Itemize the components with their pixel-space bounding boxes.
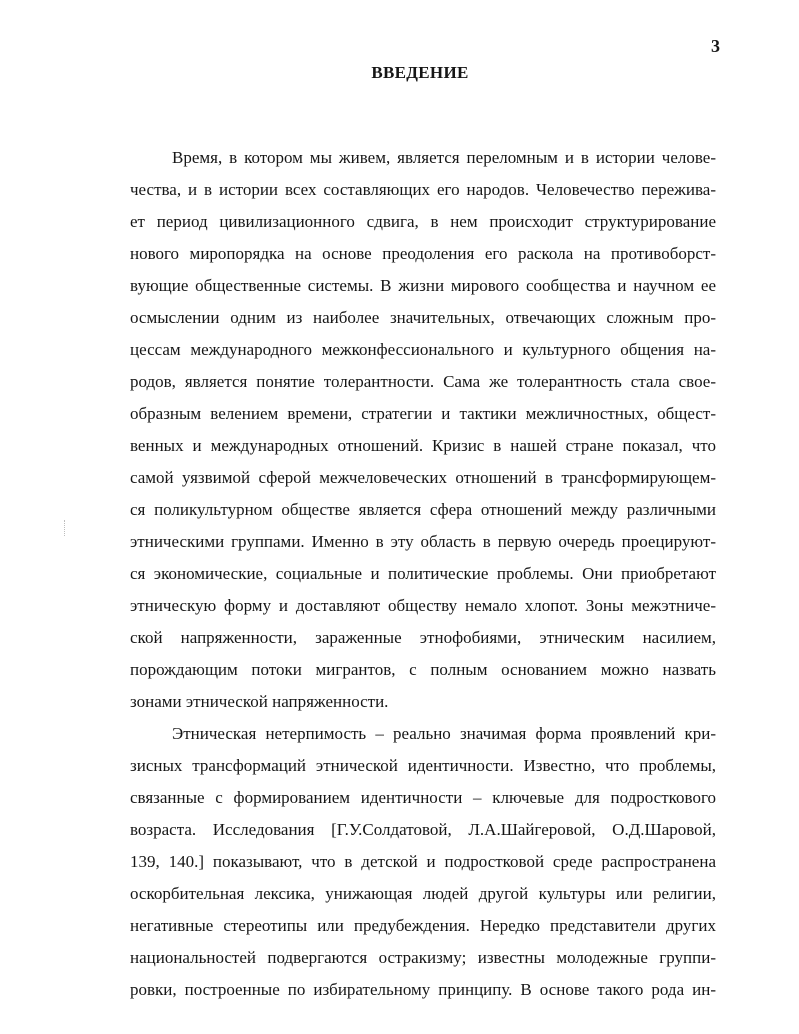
text-line: нового миропорядка на основе преодоления его раскола на противоборст- bbox=[130, 244, 716, 263]
text-line: Этническая нетерпимость – реально значимая форма проявлений кри- bbox=[172, 724, 716, 743]
page-number: 3 bbox=[711, 36, 720, 56]
text-line: цессам международного межконфессионального и культурного общения на- bbox=[130, 340, 716, 359]
text-line: осмыслении одним из наиболее значительных, отвечающих сложным про- bbox=[130, 308, 716, 327]
text-line: возраста. Исследования [Г.У.Солдатовой, Л.А.Шайгеровой, О.Д.Шаровой, bbox=[130, 820, 716, 839]
text-line: вующие общественные системы. В жизни мирового сообщества и научном ее bbox=[130, 276, 716, 295]
text-line: ет период цивилизационного сдвига, в нем происходит структурирование bbox=[130, 212, 716, 231]
text-line: оскорбительная лексика, унижающая людей другой культуры или религии, bbox=[130, 884, 716, 903]
text-line: негативные стереотипы или предубеждения. Нередко представители других bbox=[130, 916, 716, 935]
text-line: зонами этнической напряженности. bbox=[130, 692, 389, 711]
text-line: порождающим потоки мигрантов, с полным основанием можно назвать bbox=[130, 660, 716, 679]
text-line: зисных трансформаций этнической идентичности. Известно, что проблемы, bbox=[130, 756, 716, 775]
text-line: образным велением времени, стратегии и тактики межличностных, общест- bbox=[130, 404, 716, 423]
scan-artifact bbox=[64, 520, 66, 536]
text-line: этническую форму и доставляют обществу немало хлопот. Зоны межэтниче- bbox=[130, 596, 716, 615]
text-line: самой уязвимой сферой межчеловеческих отношений в трансформирующем- bbox=[130, 468, 716, 487]
text-line: этническими группами. Именно в эту область в первую очередь проецируют- bbox=[130, 532, 716, 551]
text-line: чества, и в истории всех составляющих его народов. Человечество пережива- bbox=[130, 180, 716, 199]
text-line: родов, является понятие толерантности. Сама же толерантность стала свое- bbox=[130, 372, 716, 391]
text-line: 139, 140.] показывают, что в детской и подростковой среде распространена bbox=[130, 852, 716, 871]
text-line: ской напряженности, зараженные этнофобиями, этническим насилием, bbox=[130, 628, 716, 647]
text-line: ровки, построенные по избирательному принципу. В основе такого рода ин- bbox=[130, 980, 716, 999]
section-heading: ВВЕДЕНИЕ bbox=[371, 63, 469, 82]
text-line: связанные с формированием идентичности – ключевые для подросткового bbox=[130, 788, 716, 807]
text-line: венных и международных отношений. Кризис в нашей стране показал, что bbox=[130, 436, 716, 455]
text-line: ся экономические, социальные и политические проблемы. Они приобретают bbox=[130, 564, 716, 583]
text-line: ся поликультурном обществе является сфера отношений между различными bbox=[130, 500, 716, 519]
text-line: национальностей подвергаются остракизму; известны молодежные группи- bbox=[130, 948, 716, 967]
text-line: Время, в котором мы живем, является переломным и в истории челове- bbox=[172, 148, 716, 167]
